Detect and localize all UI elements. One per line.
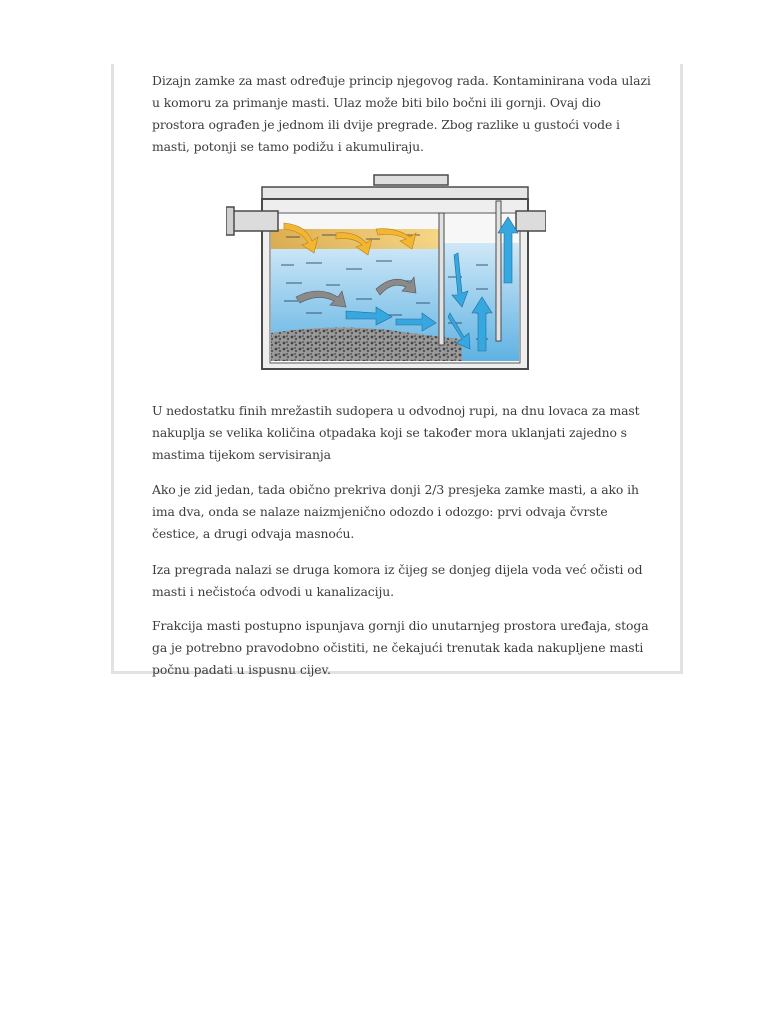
paragraph-sediment: U nedostatku finih mrežastih sudopera u odvodnoj rupi, na dnu lovaca za mast nakuplja se velika količina otpadaka koji se također mora uklanjati zajedno s mastima tijekom servisiranja [152,403,640,462]
baffle-wall-1 [439,213,444,345]
article-card [111,64,683,677]
paragraph-second-chamber: Iza pregrada nalazi se druga komora iz čijeg se donjeg dijela voda već očisti od masti i nečistoća odvodi u kanalizaciju. [152,562,643,599]
paragraph-walls: Ako je zid jedan, tada obično prekriva donji 2/3 presjeka zamke masti, a ako ih ima dva, onda se nalaze naizmjenično odozdo i odozgo: prvi odvaja čvrste čestice, a drugi odvaja masnoću. [152,482,639,541]
grease-trap-diagram [226,173,546,377]
paragraph-cleaning: Frakcija masti postupno ispunjava gornji dio unutarnjeg prostora uređaja, stoga ga je potrebno pravodobno očistiti, ne čekajući trenutak kada nakupljene masti počnu padati u ispusnu cijev. [152,618,649,677]
outlet-pipe [516,211,546,231]
paragraph-design: Dizajn zamke za mast određuje princip njegovog rada. Kontaminirana voda ulazi u komoru za primanje masti. Ulaz može biti bilo bočni ili gornji. Ovaj dio prostora ograđen je jednom ili dvije pregrade. Zbog razlike u gustoći vode i masti, potonji se tamo podižu i akumuliraju. [152,73,651,154]
baffle-wall-2 [496,201,501,341]
tank-lid [374,175,448,185]
